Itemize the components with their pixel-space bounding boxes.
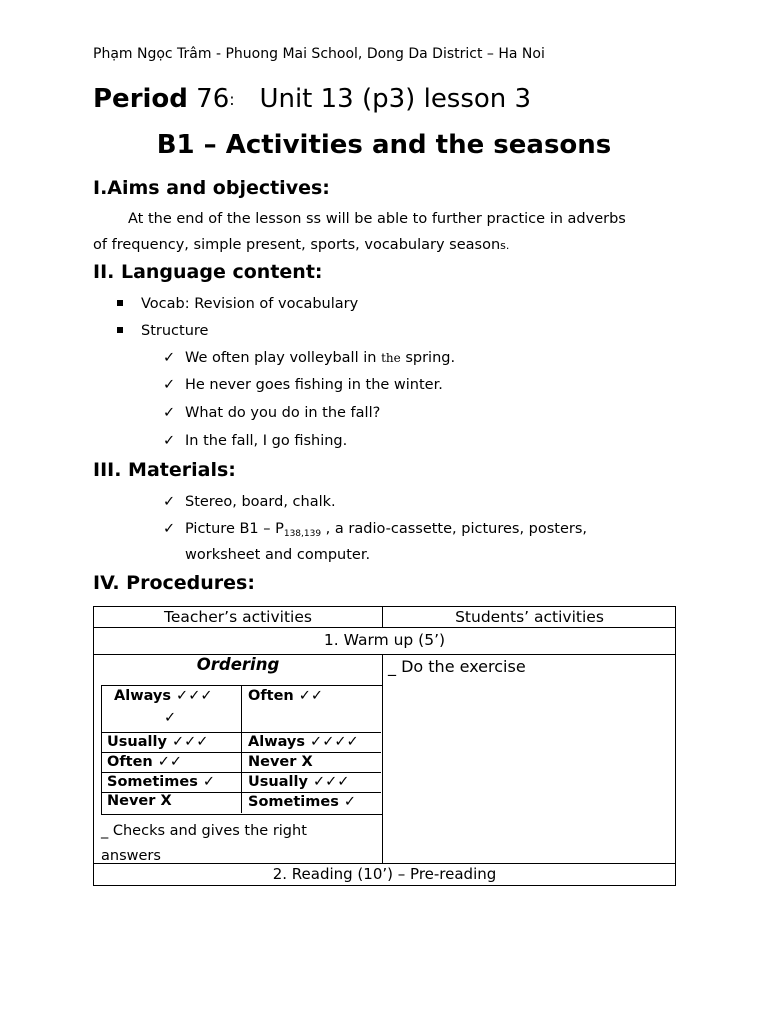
period-label: Period <box>93 84 188 114</box>
aims-line-2-end: s. <box>500 239 510 252</box>
check-mark-icon: ✓ <box>163 521 176 537</box>
grid-word: Always ✓✓✓ <box>114 688 213 704</box>
structure-text-end: spring. <box>400 350 456 366</box>
section-materials: III. Materials: <box>93 459 236 481</box>
teacher-header: Teacher’s activities <box>164 608 312 626</box>
aims-line-2 <box>93 232 683 259</box>
grid-word: Sometimes ✓ <box>107 774 216 790</box>
aims-paragraph <box>93 206 683 259</box>
grid-divider <box>102 752 381 753</box>
grid-word: Usually ✓✓✓ <box>107 734 209 750</box>
check-mark-icon: ✓ <box>163 494 176 510</box>
grid-word: Often ✓✓ <box>248 688 324 704</box>
aims-line-2-text: of frequency, simple present, sports, vocabulary season <box>93 237 501 253</box>
structure-serif-word: the <box>381 351 401 365</box>
reading-row: 2. Reading (10’) – Pre-reading <box>272 865 497 883</box>
bullet-text: Vocab: Revision of vocabulary <box>141 296 359 312</box>
grid-word: Usually ✓✓✓ <box>248 774 350 790</box>
materials-text: Stereo, board, chalk. <box>185 494 336 510</box>
grid-divider <box>241 686 242 813</box>
unit-lesson: Unit 13 (p3) lesson 3 <box>259 84 532 114</box>
grid-divider <box>102 732 381 733</box>
grid-divider <box>102 772 381 773</box>
check-mark-icon: ✓ <box>163 405 176 421</box>
warmup-row: 1. Warm up (5’) <box>323 631 446 649</box>
ordering-grid <box>101 685 383 815</box>
structure-item-2 <box>163 377 443 393</box>
student-header: Students’ activities <box>455 608 604 626</box>
ordering-label: Ordering <box>196 655 280 674</box>
grid-word: Often ✓✓ <box>107 754 183 770</box>
structure-item-4 <box>163 433 347 449</box>
structure-item-3 <box>163 405 380 421</box>
grid-word: Never X <box>107 793 172 809</box>
materials-text-cont: , a radio-cassette, pictures, posters, <box>321 521 588 537</box>
structure-item-1 <box>163 350 455 366</box>
checks-line-1: _ Checks and gives the right <box>101 823 307 839</box>
materials-text: Picture B1 – P <box>185 521 284 537</box>
structure-text: We often play volleyball in <box>185 350 382 366</box>
section-aims: I.Aims and objectives: <box>93 177 330 199</box>
structure-text: What do you do in the fall? <box>185 405 381 421</box>
structure-text: He never goes fishing in the winter. <box>185 377 443 393</box>
bullet-text: Structure <box>141 323 209 339</box>
check-mark-icon: ✓ <box>163 433 176 449</box>
document-header: Phạm Ngọc Trâm - Phuong Mai School, Dong Da District – Ha Noi <box>93 46 545 62</box>
grid-word: Always ✓✓✓✓ <box>248 734 359 750</box>
lesson-title: B1 – Activities and the seasons <box>156 130 612 160</box>
square-bullet-icon <box>117 327 123 333</box>
table-column-divider <box>382 607 383 627</box>
grid-word: Never X <box>248 754 313 770</box>
materials-item-2 <box>163 521 587 539</box>
period-colon: : <box>229 90 235 109</box>
language-bullet-1 <box>117 296 358 312</box>
check-mark-icon: ✓ <box>163 377 176 393</box>
student-task: _ Do the exercise <box>388 657 526 676</box>
aims-line-1: At the end of the lesson ss will be able to further practice in adverbs <box>128 211 626 227</box>
section-procedures: IV. Procedures: <box>93 572 255 594</box>
grid-word: ✓ <box>164 710 177 726</box>
grid-word: Sometimes ✓ <box>248 794 357 810</box>
language-bullet-2 <box>117 323 208 339</box>
materials-item-1 <box>163 494 336 510</box>
teacher-checks <box>101 819 307 869</box>
page-subscript: 138,139 <box>283 529 322 539</box>
period-number: 76 <box>196 84 230 114</box>
check-mark-icon: ✓ <box>163 350 176 366</box>
square-bullet-icon <box>117 300 123 306</box>
checks-line-2: answers <box>101 848 161 864</box>
period-line <box>93 84 531 114</box>
procedures-table <box>93 606 676 886</box>
section-language: II. Language content: <box>93 261 323 283</box>
structure-text: In the fall, I go fishing. <box>185 433 348 449</box>
materials-item-2-cont: worksheet and computer. <box>185 547 371 563</box>
